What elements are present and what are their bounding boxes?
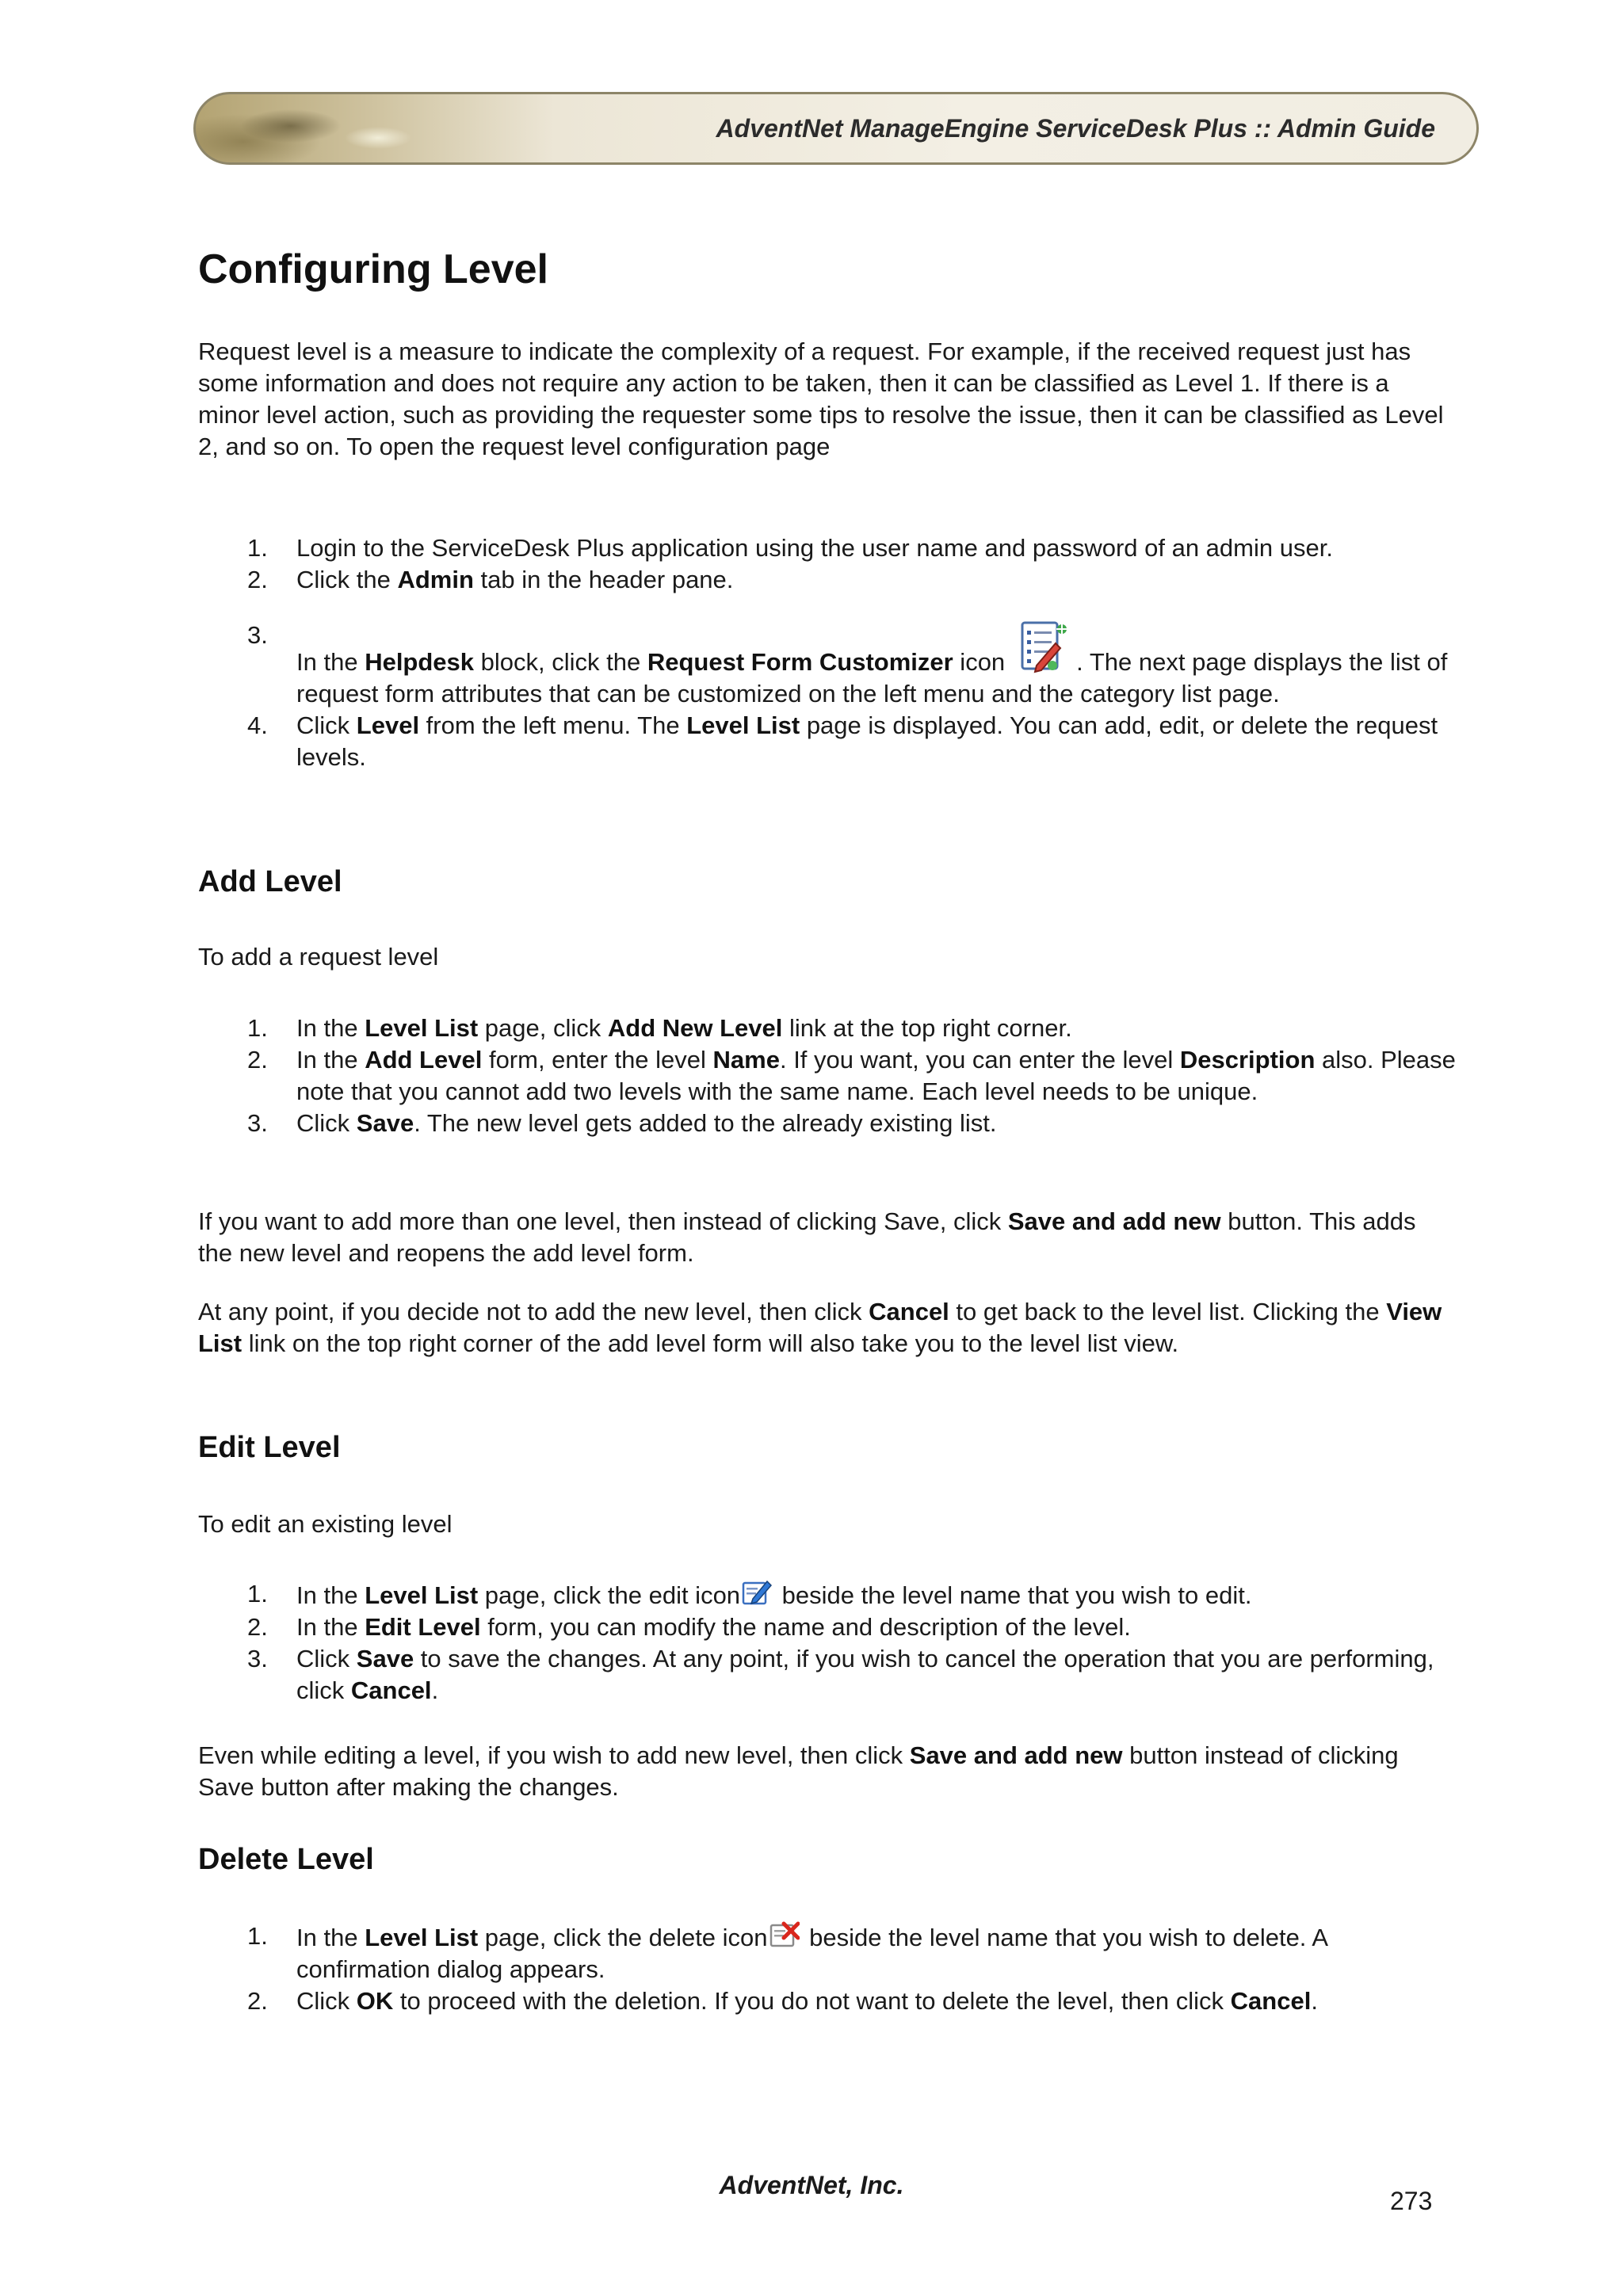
add-more-paragraph: If you want to add more than one level, then instead of clicking Save, click Save and add new button. This adds the new level and reopens the add level form. [198,1207,1416,1267]
list-item: 1. Login to the ServiceDesk Plus application using the user name and password of an admin user. [247,534,1333,562]
edit-steps-list [198,1578,1458,1707]
add-lead-paragraph: To add a request level [198,943,439,971]
list-item: 3. In the Helpdesk block, click the Request Form Customizer icon . The next page displays the list of request form attributes that can be customized on the left menu and the category list page. [247,621,1448,707]
intro-paragraph: Request level is a measure to indicate the complexity of a request. For example, if the received request just has some information and does not require any action to be taken, then it can be classified as Level 1. If there is a minor level action, such as providing the requester some tips to resolve the issue, then it can be classified as Level 2, and so on. To open the request level configuration page [198,338,1444,460]
list-item: 2. In the Edit Level form, you can modify the name and description of the level. [247,1613,1131,1641]
list-item: 1. In the Level List page, click the edit icon beside the level name that you wish to edit. [247,1580,1252,1609]
list-item: 2. Click OK to proceed with the deletion. If you do not want to delete the level, then click Cancel. [247,1987,1318,2015]
edit-lead-paragraph: To edit an existing level [198,1510,453,1538]
request-form-customizer-icon [1016,620,1071,675]
banner-artwork [196,94,457,162]
list-item: 3. Click Save to save the changes. At any point, if you wish to cancel the operation that you are performing, click Cancel. [247,1645,1434,1704]
section-heading-edit-level: Edit Level [198,1431,341,1464]
page-title: Configuring Level [198,246,548,292]
list-item: 2. In the Add Level form, enter the level Name. If you want, you can enter the level Description also. Please note that you cannot add two levels with the same name. Each level needs to be unique. [247,1046,1456,1105]
list-item: 4. Click Level from the left menu. The Level List page is displayed. You can add, edit, or delete the request levels. [247,711,1438,771]
admin-tab-ref: Admin [397,566,474,593]
add-steps-list [198,1013,1458,1139]
edit-icon [742,1578,772,1607]
header-title: AdventNet ManageEngine ServiceDesk Plus :: Admin Guide [716,113,1435,143]
footer-company: AdventNet, Inc. [719,2171,904,2199]
page-number: 273 [1390,2187,1433,2215]
header-banner [193,92,1479,165]
cancel-paragraph: At any point, if you decide not to add the new level, then click Cancel to get back to the level list. Clicking the View List link on the top right corner of the add level form will also take you to the level list view. [198,1298,1442,1357]
section-heading-delete-level: Delete Level [198,1843,374,1876]
edit-save-add-paragraph: Even while editing a level, if you wish to add new level, then click Save and add new button instead of clicking Save button after making the changes. [198,1741,1399,1801]
list-item: 2. Click the Admin tab in the header pane. [247,566,734,593]
open-steps-list [198,532,1458,773]
delete-icon [769,1920,800,1949]
delete-steps-list [198,1920,1458,2017]
list-item: 1. In the Level List page, click the delete icon beside the level name that you wish to delete. A confirmation dialog appears. [247,1922,1327,1983]
list-item: 3. Click Save. The new level gets added to the already existing list. [247,1109,997,1137]
section-heading-add-level: Add Level [198,865,342,898]
list-item: 1. In the Level List page, click Add New Level link at the top right corner. [247,1014,1072,1042]
